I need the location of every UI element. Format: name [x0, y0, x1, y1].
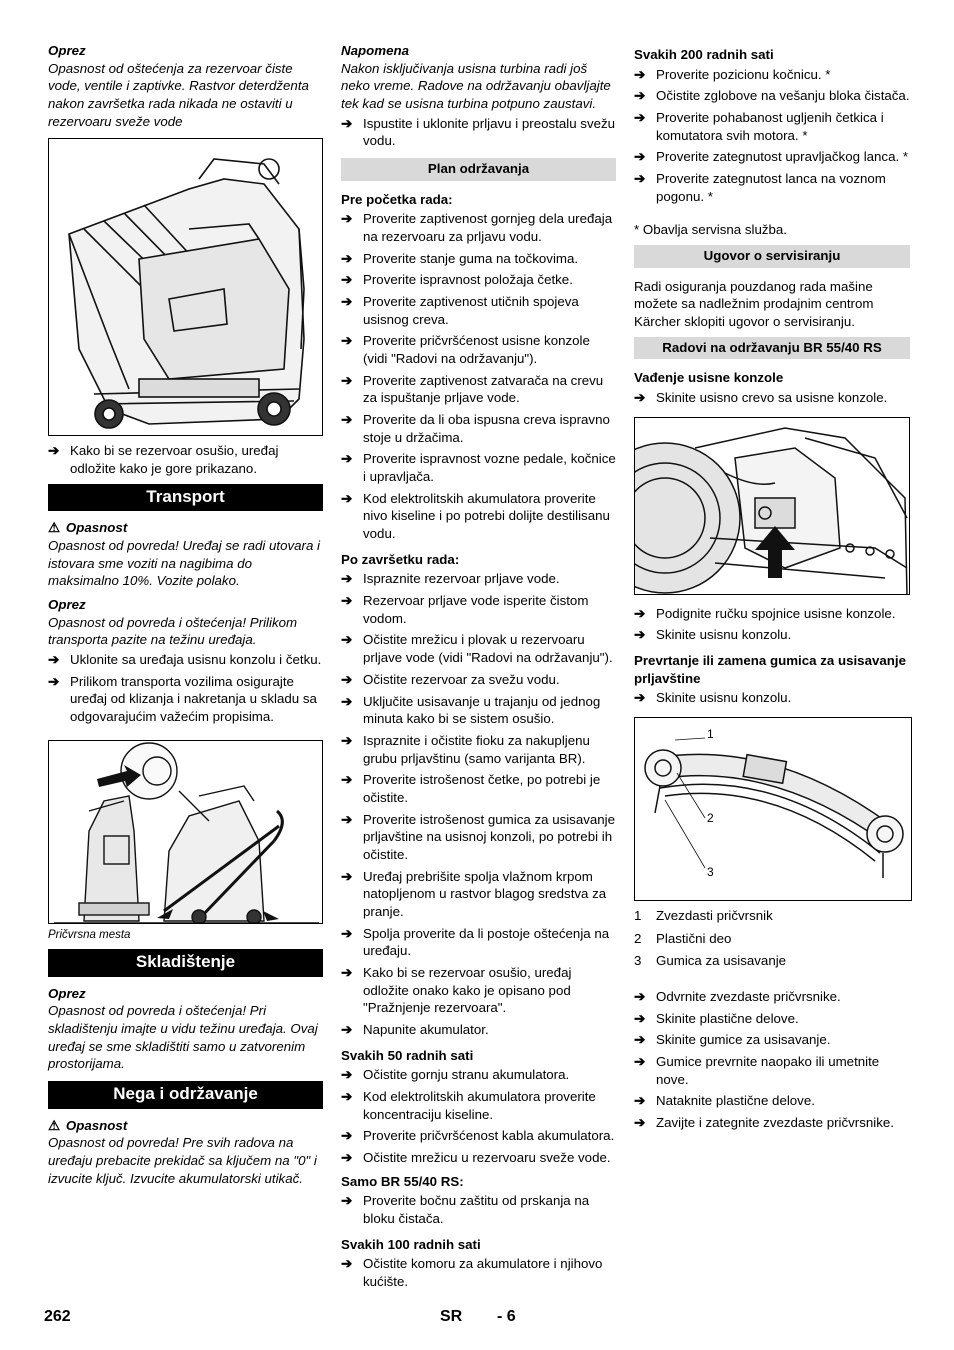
caution-label: Oprez	[48, 43, 86, 58]
figure-suction-bar	[634, 717, 912, 901]
list-item: ➔ Proverite istrošenost gumica za usisavanje prljavštine na usisnoj konzoli, po potrebi ih očistite.	[341, 811, 616, 862]
page-number: 262	[44, 1308, 71, 1325]
list-item: ➔ Očistite rezervoar za svežu vodu.	[341, 671, 560, 687]
console-handle-drawing	[635, 418, 910, 595]
callout-1: 1	[707, 727, 714, 742]
list-item: ➔ Skinite usisnu konzolu.	[634, 627, 792, 643]
section-title-works: Radovi na održavanju BR 55/40 RS	[634, 337, 910, 360]
column-middle	[341, 42, 616, 1295]
list-item: ➔ Proverite zaptivenost gornjeg dela uređaja na rezervoaru za prljavu vodu.	[341, 211, 613, 245]
list-item: ➔ Proverite ispravnost položaja četke.	[341, 272, 573, 288]
list-item: ➔ Rezervoar prljave vode isperite čistom vodom.	[341, 593, 589, 626]
warning-icon: ⚠	[48, 1117, 60, 1133]
list-item: ➔ Gumice prevrnite naopako ili umetnite nove.	[634, 1054, 880, 1087]
list-item: ➔ Spolja proverite da li postoje oštećenja na uređaju.	[341, 925, 610, 959]
list-item: ➔ Proverite pohabanost ugljenih četkica i komutatora svih motora. *	[634, 110, 884, 143]
list-item: ➔ Proverite pozicionu kočnicu. *	[634, 66, 831, 82]
danger-text: Opasnost od povreda! Pre svih radova na uređaju prebacite prekidač sa ključem na "0" i izvucite ključ. Izvucite akumulatorski utikač.	[48, 1135, 317, 1186]
flip-steps	[634, 988, 910, 1132]
caution-text: Opasnost od oštećenja za rezervoar čiste vode, ventile i zaptivke. Rastvor deterdženta nakon završetka rada nikada ne ostaviti u rezervoaru sveže vode	[48, 60, 309, 129]
remove-steps	[634, 605, 910, 644]
figure-tilted-machine	[48, 138, 323, 436]
subheading-50-hours: Svakih 50 radnih sati	[341, 1047, 474, 1063]
arrow-icon: ➔	[48, 443, 60, 459]
language-code: SR	[440, 1308, 463, 1325]
danger-text: Opasnost od povreda! Uređaj se radi utovara i istovara sme voziti na nagibima do maksimalno 10%. Vozite polako.	[48, 537, 321, 589]
list-item: ➔ Očistite mrežicu u rezervoaru sveže vode.	[341, 1149, 611, 1165]
list-item: ➔ Napunite akumulator.	[341, 1021, 489, 1037]
subheading-100-hours: Svakih 100 radnih sati	[341, 1236, 481, 1252]
list-item: ➔ Prilikom transporta vozilima osigurajte uređaj od klizanja i nakretanja u skladu sa odgovarajućim važećim propisima.	[48, 673, 317, 725]
caution-text: Opasnost od povreda i oštećenja! Prilikom transporta pazite na težinu uređaja.	[48, 614, 298, 648]
note-text: Nakon isključivanja usisna turbina radi još neko vreme. Radove na održavanju obavljajte tek kad se usisna turbina potpuno zaustavi.	[341, 60, 611, 112]
list-item: ➔ Zavijte i zategnite zvezdaste pričvrsnike.	[634, 1115, 894, 1131]
legend-list	[634, 907, 910, 970]
subheading-200-hours: Svakih 200 radnih sati	[634, 47, 774, 62]
subheading-only-model: Samo BR 55/40 RS:	[341, 1173, 464, 1189]
contract-text: Radi osiguranja pouzdanog rada mašine možete sa nadležnim prodajnim centrom Kärcher sklopiti ugovor o servisiranju.	[634, 278, 874, 330]
list-item: ➔ Ispraznite i očistite fioku za nakupljenu grubu prljavštinu (samo varijanta BR).	[341, 732, 590, 766]
list-item: ➔ Proverite zategnutost lanca na voznom pogonu. *	[634, 171, 886, 204]
tilted-machine-drawing	[49, 139, 323, 436]
list-item: ➔ Očistite mrežicu i plovak u rezervoaru prljave vode (vidi "Radovi na održavanju").	[341, 632, 613, 666]
warning-icon: ⚠	[48, 520, 60, 536]
list-item: ➔ Ispustite i uklonite prljavu i preostalu svežu vodu.	[341, 115, 616, 149]
service-note: * Obavlja servisna služba.	[634, 222, 787, 238]
section-page: - 6	[497, 1308, 516, 1325]
transport-steps	[48, 651, 323, 726]
h200-steps	[634, 66, 910, 206]
list-item: ➔ Očistite zglobove na vešanju bloka čistača.	[634, 88, 910, 104]
list-item: ➔ Proverite bočnu zaštitu od prskanja na bloku čistača.	[341, 1193, 590, 1226]
list-item: ➔ Odvrnite zvezdaste pričvrsnike.	[634, 989, 841, 1005]
list-item: ➔ Očistite gornju stranu akumulatora.	[341, 1067, 570, 1083]
step-dry-tank: ➔ Kako bi se rezervoar osušio, uređaj odložite kako je gore prikazano.	[48, 443, 279, 477]
subheading-remove-console: Vađenje usisne konzole	[634, 370, 784, 386]
suction-bar-drawing	[635, 718, 912, 901]
figure-tie-down-points	[48, 740, 323, 924]
list-item: ➔ Proverite stanje guma na točkovima.	[341, 250, 579, 266]
column-right	[634, 42, 910, 1136]
danger-label: ⚠ Opasnost	[48, 520, 128, 536]
caution-text: Opasnost od povreda i oštećenja! Pri skladištenju imajte u vidu težinu uređaja. Ovaj uređaj se sme skladištiti samo u zatvorenim prostorijama.	[48, 1003, 318, 1072]
danger-label: ⚠ Opasnost	[48, 1117, 128, 1133]
subheading-after-work: Po završetku rada:	[341, 551, 460, 567]
note-label: Napomena	[341, 43, 409, 58]
after-steps	[341, 570, 616, 1038]
list-item: ➔ Kod elektrolitskih akumulatora proverite nivo kiseline i po potrebi dolijte destilisanu vodu.	[341, 490, 610, 542]
legend-item: 2 Plastični deo	[634, 930, 732, 946]
list-item: ➔ Uređaj prebrišite spolja vlažnom krpom natopljenom u rastvor blagog sredstva za pranje.	[341, 868, 607, 919]
before-steps	[341, 210, 616, 542]
list-item: ➔ Proverite zategnutost upravljačkog lanca. *	[634, 149, 909, 165]
list-item: ➔ Skinite usisno crevo sa usisne konzole.	[634, 390, 888, 406]
legend-item: 3 Gumica za usisavanje	[634, 953, 787, 969]
figure-console-handle	[634, 417, 910, 595]
caution-label: Oprez	[48, 985, 86, 1001]
list-item: ➔ Proverite pričvršćenost usisne konzole (vidi "Radovi na održavanju").	[341, 333, 590, 367]
section-title-storage: Skladištenje	[48, 949, 323, 977]
callout-3: 3	[707, 865, 714, 880]
section-title-care: Nega i održavanje	[48, 1081, 323, 1109]
tie-down-drawing	[49, 741, 323, 924]
caution-label: Oprez	[48, 597, 86, 612]
list-item: ➔ Proverite istrošenost četke, po potrebi je očistite.	[341, 772, 601, 805]
section-title-plan: Plan održavanja	[341, 158, 616, 181]
subheading-flip-rubbers: Prevrtanje ili zamena gumica za usisavanje prljavštine	[634, 653, 906, 686]
list-item: ➔ Proverite zaptivenost utičnih spojeva usisnog creva.	[341, 294, 579, 327]
list-item: ➔ Kod elektrolitskih akumulatora proverite koncentraciju kiseline.	[341, 1088, 596, 1122]
legend-item: 1 Zvezdasti pričvrsnik	[634, 908, 773, 924]
section-title-contract: Ugovor o servisiranju	[634, 245, 910, 268]
list-item: ➔ Skinite plastične delove.	[634, 1010, 799, 1026]
list-item: ➔ Skinite gumice za usisavanje.	[634, 1032, 831, 1048]
list-item: ➔ Uključite usisavanje u trajanju od jednog minuta kako bi se sistem osušio.	[341, 693, 601, 727]
figure-caption: Pričvrsna mesta	[48, 928, 131, 941]
section-title-transport: Transport	[48, 484, 323, 512]
list-item: ➔ Očistite komoru za akumulatore i njihovo kućište.	[341, 1256, 603, 1289]
list-item: ➔ Proverite pričvršćenost kabla akumulatora.	[341, 1128, 615, 1144]
subheading-before-work: Pre početka rada:	[341, 191, 453, 207]
list-item: ➔ Nataknite plastične delove.	[634, 1093, 815, 1109]
list-item: ➔ Proverite zaptivenost zatvarača na crevu za ispuštanje prljave vode.	[341, 372, 604, 406]
column-left	[48, 42, 323, 1193]
list-item: ➔ Podignite ručku spojnice usisne konzole.	[634, 605, 896, 621]
list-item: ➔ Proverite ispravnost vozne pedale, kočnice i upravljača.	[341, 451, 616, 485]
list-item: ➔ Proverite da li oba ispusna creva ispravno stoje u držačima.	[341, 412, 610, 445]
list-item: ➔ Skinite usisnu konzolu.	[634, 690, 792, 706]
list-item: ➔ Ispraznite rezervoar prljave vode.	[341, 571, 560, 587]
callout-2: 2	[707, 811, 714, 826]
list-item: ➔ Kako bi se rezervoar osušio, uređaj odložite onako kako je opisano pod "Pražnjenje rezervoara".	[341, 964, 572, 1016]
h50-steps	[341, 1066, 616, 1166]
list-item: ➔ Uklonite sa uređaja usisnu konzolu i četku.	[48, 652, 322, 668]
